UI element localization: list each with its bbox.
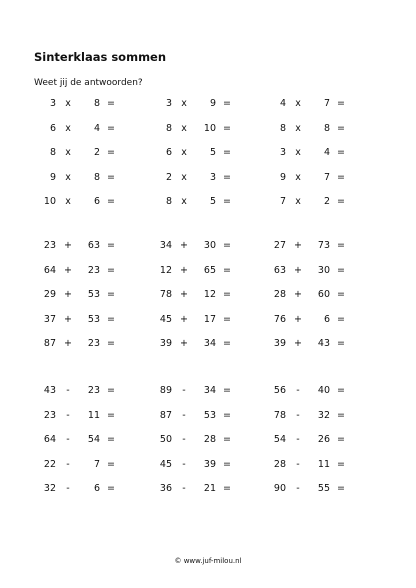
equals-sign: =: [337, 458, 345, 470]
operator: +: [64, 264, 72, 276]
second-operand: 11: [87, 409, 100, 421]
operator: x: [295, 122, 301, 134]
first-operand: 78: [273, 409, 286, 421]
second-operand: 53: [87, 289, 100, 300]
operator: +: [294, 338, 302, 349]
equals-sign: =: [337, 313, 345, 325]
problem-row: [0, 196, 416, 221]
second-operand: 6: [93, 196, 100, 207]
math-problem: [156, 385, 236, 399]
equals-sign: =: [107, 196, 115, 207]
math-problem: [40, 385, 120, 399]
first-operand: 39: [159, 338, 172, 349]
operator: x: [295, 171, 301, 183]
first-operand: 9: [49, 171, 56, 183]
equals-sign: =: [107, 171, 115, 183]
operator: x: [181, 147, 187, 158]
operator: x: [65, 171, 71, 183]
problem-row: [0, 147, 416, 172]
operator: +: [180, 289, 188, 300]
math-problem: [156, 459, 236, 473]
math-problem: [270, 123, 350, 137]
operator: -: [296, 385, 300, 396]
math-problem: [270, 483, 350, 497]
math-problem: [40, 434, 120, 448]
second-operand: 8: [93, 98, 100, 109]
first-operand: 78: [159, 289, 172, 300]
second-operand: 2: [323, 196, 330, 207]
equals-sign: =: [223, 196, 231, 207]
equals-sign: =: [223, 385, 231, 396]
math-problem: [270, 196, 350, 210]
first-operand: 23: [43, 409, 56, 421]
operator: x: [181, 171, 187, 183]
equals-sign: =: [337, 434, 345, 445]
problem-row: [0, 265, 416, 290]
second-operand: 39: [203, 458, 216, 470]
first-operand: 45: [159, 458, 172, 470]
math-problem: [156, 289, 236, 303]
operator: +: [294, 313, 302, 325]
math-problem: [40, 265, 120, 279]
second-operand: 8: [93, 171, 100, 183]
equals-sign: =: [337, 196, 345, 207]
math-problem: [40, 172, 120, 186]
operator: +: [64, 240, 72, 251]
equals-sign: =: [223, 409, 231, 421]
second-operand: 34: [203, 338, 216, 349]
math-problem: [270, 338, 350, 352]
operator: x: [65, 147, 71, 158]
problem-row: [0, 483, 416, 508]
math-problem: [270, 172, 350, 186]
operator: +: [64, 338, 72, 349]
addition-section: [0, 240, 416, 363]
operator: -: [66, 434, 70, 445]
first-operand: 8: [279, 122, 286, 134]
operator: x: [295, 147, 301, 158]
operator: -: [296, 434, 300, 445]
operator: x: [65, 98, 71, 109]
operator: +: [64, 289, 72, 300]
first-operand: 22: [43, 458, 56, 470]
math-problem: [270, 459, 350, 473]
problem-row: [0, 240, 416, 265]
first-operand: 12: [159, 264, 172, 276]
math-problem: [40, 196, 120, 210]
math-problem: [270, 147, 350, 161]
footer-credit: © www.juf-milou.nl: [174, 557, 242, 565]
math-problem: [40, 98, 120, 112]
operator: +: [180, 338, 188, 349]
second-operand: 60: [317, 289, 330, 300]
instruction-text: Weet jij de antwoorden?: [34, 78, 143, 88]
second-operand: 23: [87, 338, 100, 349]
first-operand: 32: [43, 483, 56, 494]
equals-sign: =: [107, 240, 115, 251]
first-operand: 34: [159, 240, 172, 251]
operator: -: [296, 458, 300, 470]
operator: x: [65, 196, 71, 207]
math-problem: [156, 434, 236, 448]
equals-sign: =: [223, 171, 231, 183]
equals-sign: =: [107, 409, 115, 421]
first-operand: 4: [279, 98, 286, 109]
operator: +: [294, 240, 302, 251]
first-operand: 6: [49, 122, 56, 134]
first-operand: 37: [43, 313, 56, 325]
equals-sign: =: [223, 313, 231, 325]
equals-sign: =: [107, 264, 115, 276]
first-operand: 10: [43, 196, 56, 207]
equals-sign: =: [337, 483, 345, 494]
second-operand: 7: [323, 98, 330, 109]
first-operand: 6: [165, 147, 172, 158]
equals-sign: =: [337, 171, 345, 183]
second-operand: 4: [323, 147, 330, 158]
math-problem: [270, 385, 350, 399]
equals-sign: =: [223, 434, 231, 445]
operator: +: [180, 264, 188, 276]
problem-row: [0, 434, 416, 459]
equals-sign: =: [337, 147, 345, 158]
equals-sign: =: [337, 264, 345, 276]
second-operand: 10: [203, 122, 216, 134]
first-operand: 64: [43, 264, 56, 276]
equals-sign: =: [107, 338, 115, 349]
multiplication-section: [0, 98, 416, 221]
math-problem: [270, 98, 350, 112]
problem-row: [0, 338, 416, 363]
operator: x: [65, 122, 71, 134]
equals-sign: =: [223, 289, 231, 300]
second-operand: 5: [209, 196, 216, 207]
second-operand: 7: [323, 171, 330, 183]
problem-row: [0, 459, 416, 484]
operator: -: [182, 409, 186, 421]
math-problem: [40, 459, 120, 473]
problem-row: [0, 385, 416, 410]
operator: +: [180, 240, 188, 251]
second-operand: 4: [93, 122, 100, 134]
second-operand: 53: [203, 409, 216, 421]
operator: -: [66, 458, 70, 470]
first-operand: 89: [159, 385, 172, 396]
equals-sign: =: [107, 98, 115, 109]
second-operand: 43: [317, 338, 330, 349]
second-operand: 30: [317, 264, 330, 276]
first-operand: 76: [273, 313, 286, 325]
first-operand: 64: [43, 434, 56, 445]
equals-sign: =: [107, 313, 115, 325]
second-operand: 73: [317, 240, 330, 251]
operator: +: [64, 313, 72, 325]
operator: -: [182, 458, 186, 470]
equals-sign: =: [107, 385, 115, 396]
math-problem: [156, 483, 236, 497]
first-operand: 8: [49, 147, 56, 158]
first-operand: 8: [165, 122, 172, 134]
second-operand: 34: [203, 385, 216, 396]
second-operand: 3: [209, 171, 216, 183]
problem-row: [0, 98, 416, 123]
equals-sign: =: [337, 409, 345, 421]
math-problem: [40, 289, 120, 303]
math-problem: [270, 289, 350, 303]
math-problem: [156, 240, 236, 254]
operator: x: [181, 98, 187, 109]
first-operand: 45: [159, 313, 172, 325]
equals-sign: =: [107, 289, 115, 300]
equals-sign: =: [337, 385, 345, 396]
math-problem: [270, 240, 350, 254]
operator: -: [66, 385, 70, 396]
math-problem: [270, 434, 350, 448]
second-operand: 40: [317, 385, 330, 396]
first-operand: 54: [273, 434, 286, 445]
second-operand: 5: [209, 147, 216, 158]
equals-sign: =: [223, 483, 231, 494]
math-problem: [156, 410, 236, 424]
first-operand: 2: [165, 171, 172, 183]
second-operand: 65: [203, 264, 216, 276]
first-operand: 87: [43, 338, 56, 349]
first-operand: 3: [165, 98, 172, 109]
second-operand: 63: [87, 240, 100, 251]
equals-sign: =: [223, 98, 231, 109]
second-operand: 17: [203, 313, 216, 325]
equals-sign: =: [107, 483, 115, 494]
math-problem: [156, 172, 236, 186]
equals-sign: =: [223, 122, 231, 134]
math-problem: [156, 196, 236, 210]
equals-sign: =: [223, 264, 231, 276]
second-operand: 53: [87, 313, 100, 325]
first-operand: 39: [273, 338, 286, 349]
equals-sign: =: [337, 122, 345, 134]
operator: +: [294, 264, 302, 276]
operator: -: [66, 409, 70, 421]
problem-row: [0, 314, 416, 339]
second-operand: 23: [87, 264, 100, 276]
page-title: Sinterklaas sommen: [34, 50, 167, 64]
math-problem: [270, 265, 350, 279]
operator: -: [296, 483, 300, 494]
second-operand: 23: [87, 385, 100, 396]
equals-sign: =: [107, 434, 115, 445]
math-problem: [156, 265, 236, 279]
second-operand: 26: [317, 434, 330, 445]
math-problem: [40, 314, 120, 328]
first-operand: 56: [273, 385, 286, 396]
equals-sign: =: [337, 240, 345, 251]
problem-row: [0, 410, 416, 435]
second-operand: 6: [93, 483, 100, 494]
math-problem: [40, 410, 120, 424]
second-operand: 54: [87, 434, 100, 445]
math-problem: [270, 410, 350, 424]
subtraction-section: [0, 385, 416, 508]
equals-sign: =: [107, 458, 115, 470]
equals-sign: =: [337, 289, 345, 300]
second-operand: 55: [317, 483, 330, 494]
math-problem: [156, 147, 236, 161]
first-operand: 27: [273, 240, 286, 251]
first-operand: 63: [273, 264, 286, 276]
operator: x: [295, 196, 301, 207]
equals-sign: =: [107, 147, 115, 158]
problem-row: [0, 289, 416, 314]
second-operand: 32: [317, 409, 330, 421]
first-operand: 90: [273, 483, 286, 494]
first-operand: 36: [159, 483, 172, 494]
operator: -: [182, 385, 186, 396]
second-operand: 21: [203, 483, 216, 494]
math-problem: [40, 483, 120, 497]
equals-sign: =: [337, 98, 345, 109]
operator: -: [182, 483, 186, 494]
second-operand: 8: [323, 122, 330, 134]
first-operand: 23: [43, 240, 56, 251]
operator: -: [66, 483, 70, 494]
second-operand: 6: [323, 313, 330, 325]
operator: -: [296, 409, 300, 421]
second-operand: 11: [317, 458, 330, 470]
math-problem: [40, 338, 120, 352]
operator: x: [295, 98, 301, 109]
second-operand: 12: [203, 289, 216, 300]
problem-row: [0, 172, 416, 197]
math-problem: [40, 147, 120, 161]
first-operand: 29: [43, 289, 56, 300]
first-operand: 7: [279, 196, 286, 207]
math-problem: [270, 314, 350, 328]
first-operand: 28: [273, 458, 286, 470]
second-operand: 9: [209, 98, 216, 109]
operator: x: [181, 122, 187, 134]
math-problem: [156, 314, 236, 328]
problem-row: [0, 123, 416, 148]
equals-sign: =: [223, 458, 231, 470]
first-operand: 8: [165, 196, 172, 207]
operator: +: [294, 289, 302, 300]
first-operand: 87: [159, 409, 172, 421]
math-problem: [156, 98, 236, 112]
math-problem: [40, 240, 120, 254]
operator: +: [180, 313, 188, 325]
second-operand: 30: [203, 240, 216, 251]
equals-sign: =: [337, 338, 345, 349]
operator: -: [182, 434, 186, 445]
math-problem: [156, 338, 236, 352]
first-operand: 43: [43, 385, 56, 396]
equals-sign: =: [107, 122, 115, 134]
second-operand: 28: [203, 434, 216, 445]
equals-sign: =: [223, 240, 231, 251]
first-operand: 9: [279, 171, 286, 183]
first-operand: 3: [279, 147, 286, 158]
math-problem: [40, 123, 120, 137]
operator: x: [181, 196, 187, 207]
first-operand: 3: [49, 98, 56, 109]
second-operand: 2: [93, 147, 100, 158]
math-problem: [156, 123, 236, 137]
equals-sign: =: [223, 338, 231, 349]
first-operand: 50: [159, 434, 172, 445]
second-operand: 7: [93, 458, 100, 470]
first-operand: 28: [273, 289, 286, 300]
equals-sign: =: [223, 147, 231, 158]
